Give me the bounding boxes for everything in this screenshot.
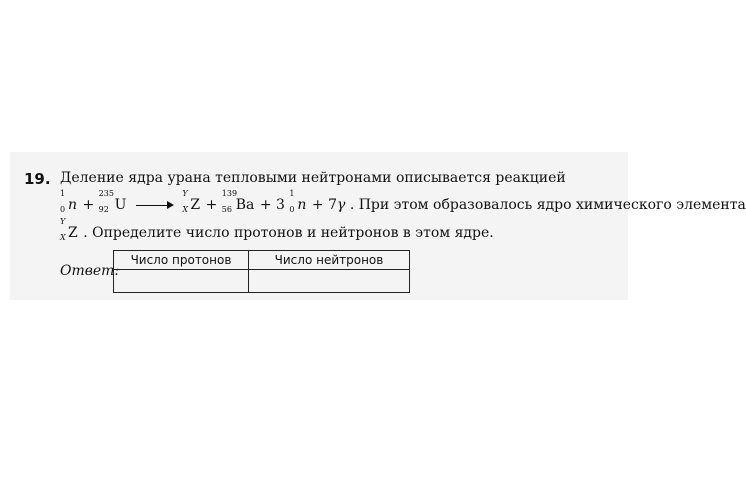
unknown-mass: Y	[60, 217, 66, 226]
barium-charge: 56	[221, 205, 232, 214]
neutron-symbol: n	[297, 197, 307, 213]
gamma-symbol: γ	[336, 197, 346, 213]
answer-label: Ответ:	[60, 263, 120, 279]
barium-mass: 139	[221, 189, 238, 198]
neutron-nuclide-2	[289, 189, 307, 214]
unknown-symbol: Z	[190, 197, 201, 213]
answer-input-row	[114, 270, 410, 293]
barium-nuclide	[221, 189, 255, 214]
task-text-line-3	[60, 217, 494, 242]
reaction-arrow	[136, 200, 174, 210]
neutron-mass: 1	[60, 189, 66, 198]
neutron-charge: 0	[289, 205, 295, 214]
neutrons-column-header: Число нейтронов	[249, 251, 410, 270]
uranium-nuclide	[98, 189, 127, 214]
answer-header-row	[114, 251, 410, 270]
protons-answer-cell[interactable]	[114, 270, 249, 293]
unknown-charge: X	[60, 233, 66, 242]
uranium-symbol: U	[114, 197, 127, 213]
neutron-symbol: n	[68, 197, 78, 213]
task-number: 19.	[24, 170, 51, 188]
uranium-mass: 235	[98, 189, 114, 198]
unknown-charge: X	[182, 205, 189, 214]
reaction-equation	[60, 189, 746, 214]
protons-column-header: Число протонов	[114, 251, 249, 270]
uranium-charge: 92	[98, 205, 109, 214]
neutron-nuclide-1	[60, 189, 78, 214]
plus-sign: +	[205, 197, 218, 213]
unknown-symbol: Z	[68, 225, 78, 241]
neutron-mass: 1	[289, 189, 295, 198]
plus-coefficient: + 3	[259, 197, 285, 213]
neutron-charge: 0	[60, 205, 66, 214]
task-text-line-3-tail: . Определите число протонов и нейтронов в этом ядре.	[83, 225, 494, 241]
plus-sign: +	[82, 197, 95, 213]
neutrons-answer-cell[interactable]	[249, 270, 410, 293]
unknown-nuclide	[182, 189, 201, 214]
answer-table	[113, 250, 410, 293]
task-text-line-1: Деление ядра урана тепловыми нейтронами описывается реакцией	[60, 170, 566, 186]
barium-symbol: Ba	[235, 197, 255, 213]
unknown-nuclide	[60, 217, 78, 242]
task-text-line-2-tail: . При этом образовалось ядро химического элемента	[349, 197, 746, 213]
plus-coefficient: + 7	[311, 197, 337, 213]
unknown-mass: Y	[182, 189, 188, 198]
